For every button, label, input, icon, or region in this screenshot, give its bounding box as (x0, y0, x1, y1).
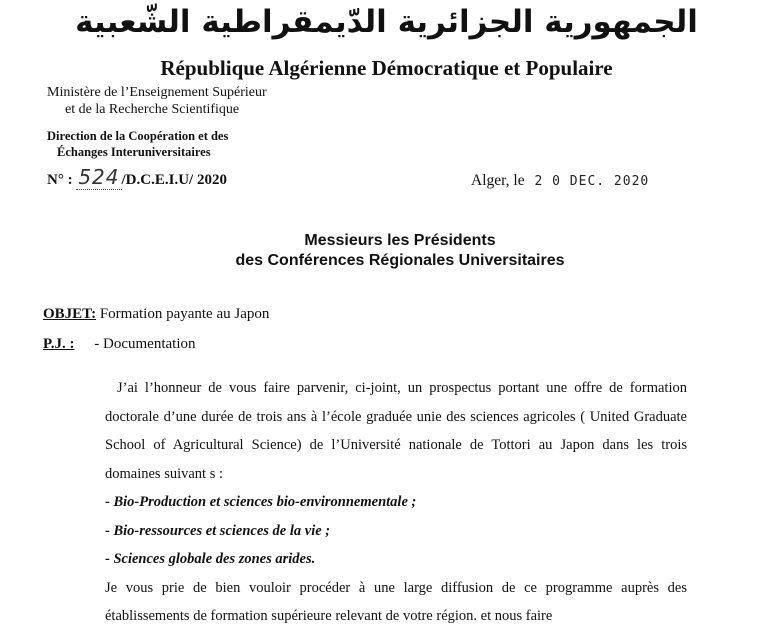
letter-body (105, 374, 687, 631)
body-paragraph-1: J’ai l’honneur de vous faire parvenir, ci-joint, un prospectus portant une offre de formation doctorale d’une durée de trois ans à l’école graduée unie des sciences agricoles ( United Graduate School of Agricultural Science) de l’Université nationale de Tottori au Japon dans les trois domaines suivant s : (105, 380, 687, 482)
domain-item-text: Sciences globale des zones arides. (113, 551, 316, 567)
pj-value: - Documentation (94, 336, 196, 352)
ministry-line-2: et de la Recherche Scientifique (65, 102, 240, 117)
body-paragraph-2: Je vous prie de bien vouloir procéder à une large diffusion de ce programme auprès des établissements de formation supérieure relevant de votre région. et nous faire (105, 579, 687, 624)
direction-line-1: Direction de la Coopération et des (47, 129, 229, 143)
addressee-block (150, 231, 650, 271)
domain-item: - Sciences globale des zones arides. (105, 551, 316, 567)
objet-label: OBJET: (43, 306, 97, 322)
direction-line-2: Échanges Interuniversitaires (57, 145, 211, 159)
addressee-line-2: des Conférences Régionales Universitaires (235, 252, 565, 269)
arabic-title: الجمهورية الجزائرية الدّيمقراطية الشّعبية (75, 4, 698, 40)
ministry-line-1: Ministère de l’Enseignement Supérieur (47, 85, 267, 100)
direction-block (47, 128, 228, 160)
reference-handwritten-number: 524 (78, 165, 120, 189)
reference-prefix: N° : (47, 172, 73, 188)
domain-item-text: Bio-Production et sciences bio-environnementale ; (113, 494, 417, 510)
republic-title: République Algérienne Démocratique et Populaire (160, 56, 613, 80)
date-place: Alger, le (471, 172, 525, 189)
domain-item-text: Bio-ressources et sciences de la vie ; (113, 522, 331, 539)
objet-value: Formation payante au Japon (99, 306, 270, 322)
domain-item: - Bio-ressources et sciences de la vie ; (105, 522, 331, 539)
objet-line (43, 306, 269, 323)
domain-item: - Bio-Production et sciences bio-environnementale ; (105, 494, 417, 510)
ministry-block (47, 84, 267, 118)
date-line (471, 172, 649, 190)
reference-suffix: /D.C.E.I.U/ 2020 (121, 172, 227, 188)
addressee-line-1: Messieurs les Présidents (304, 232, 496, 249)
pj-label: P.J. : (43, 336, 75, 352)
pj-line (43, 336, 196, 353)
reference-number (47, 165, 227, 189)
date-stamp: 2 0 DEC. 2020 (534, 174, 650, 189)
